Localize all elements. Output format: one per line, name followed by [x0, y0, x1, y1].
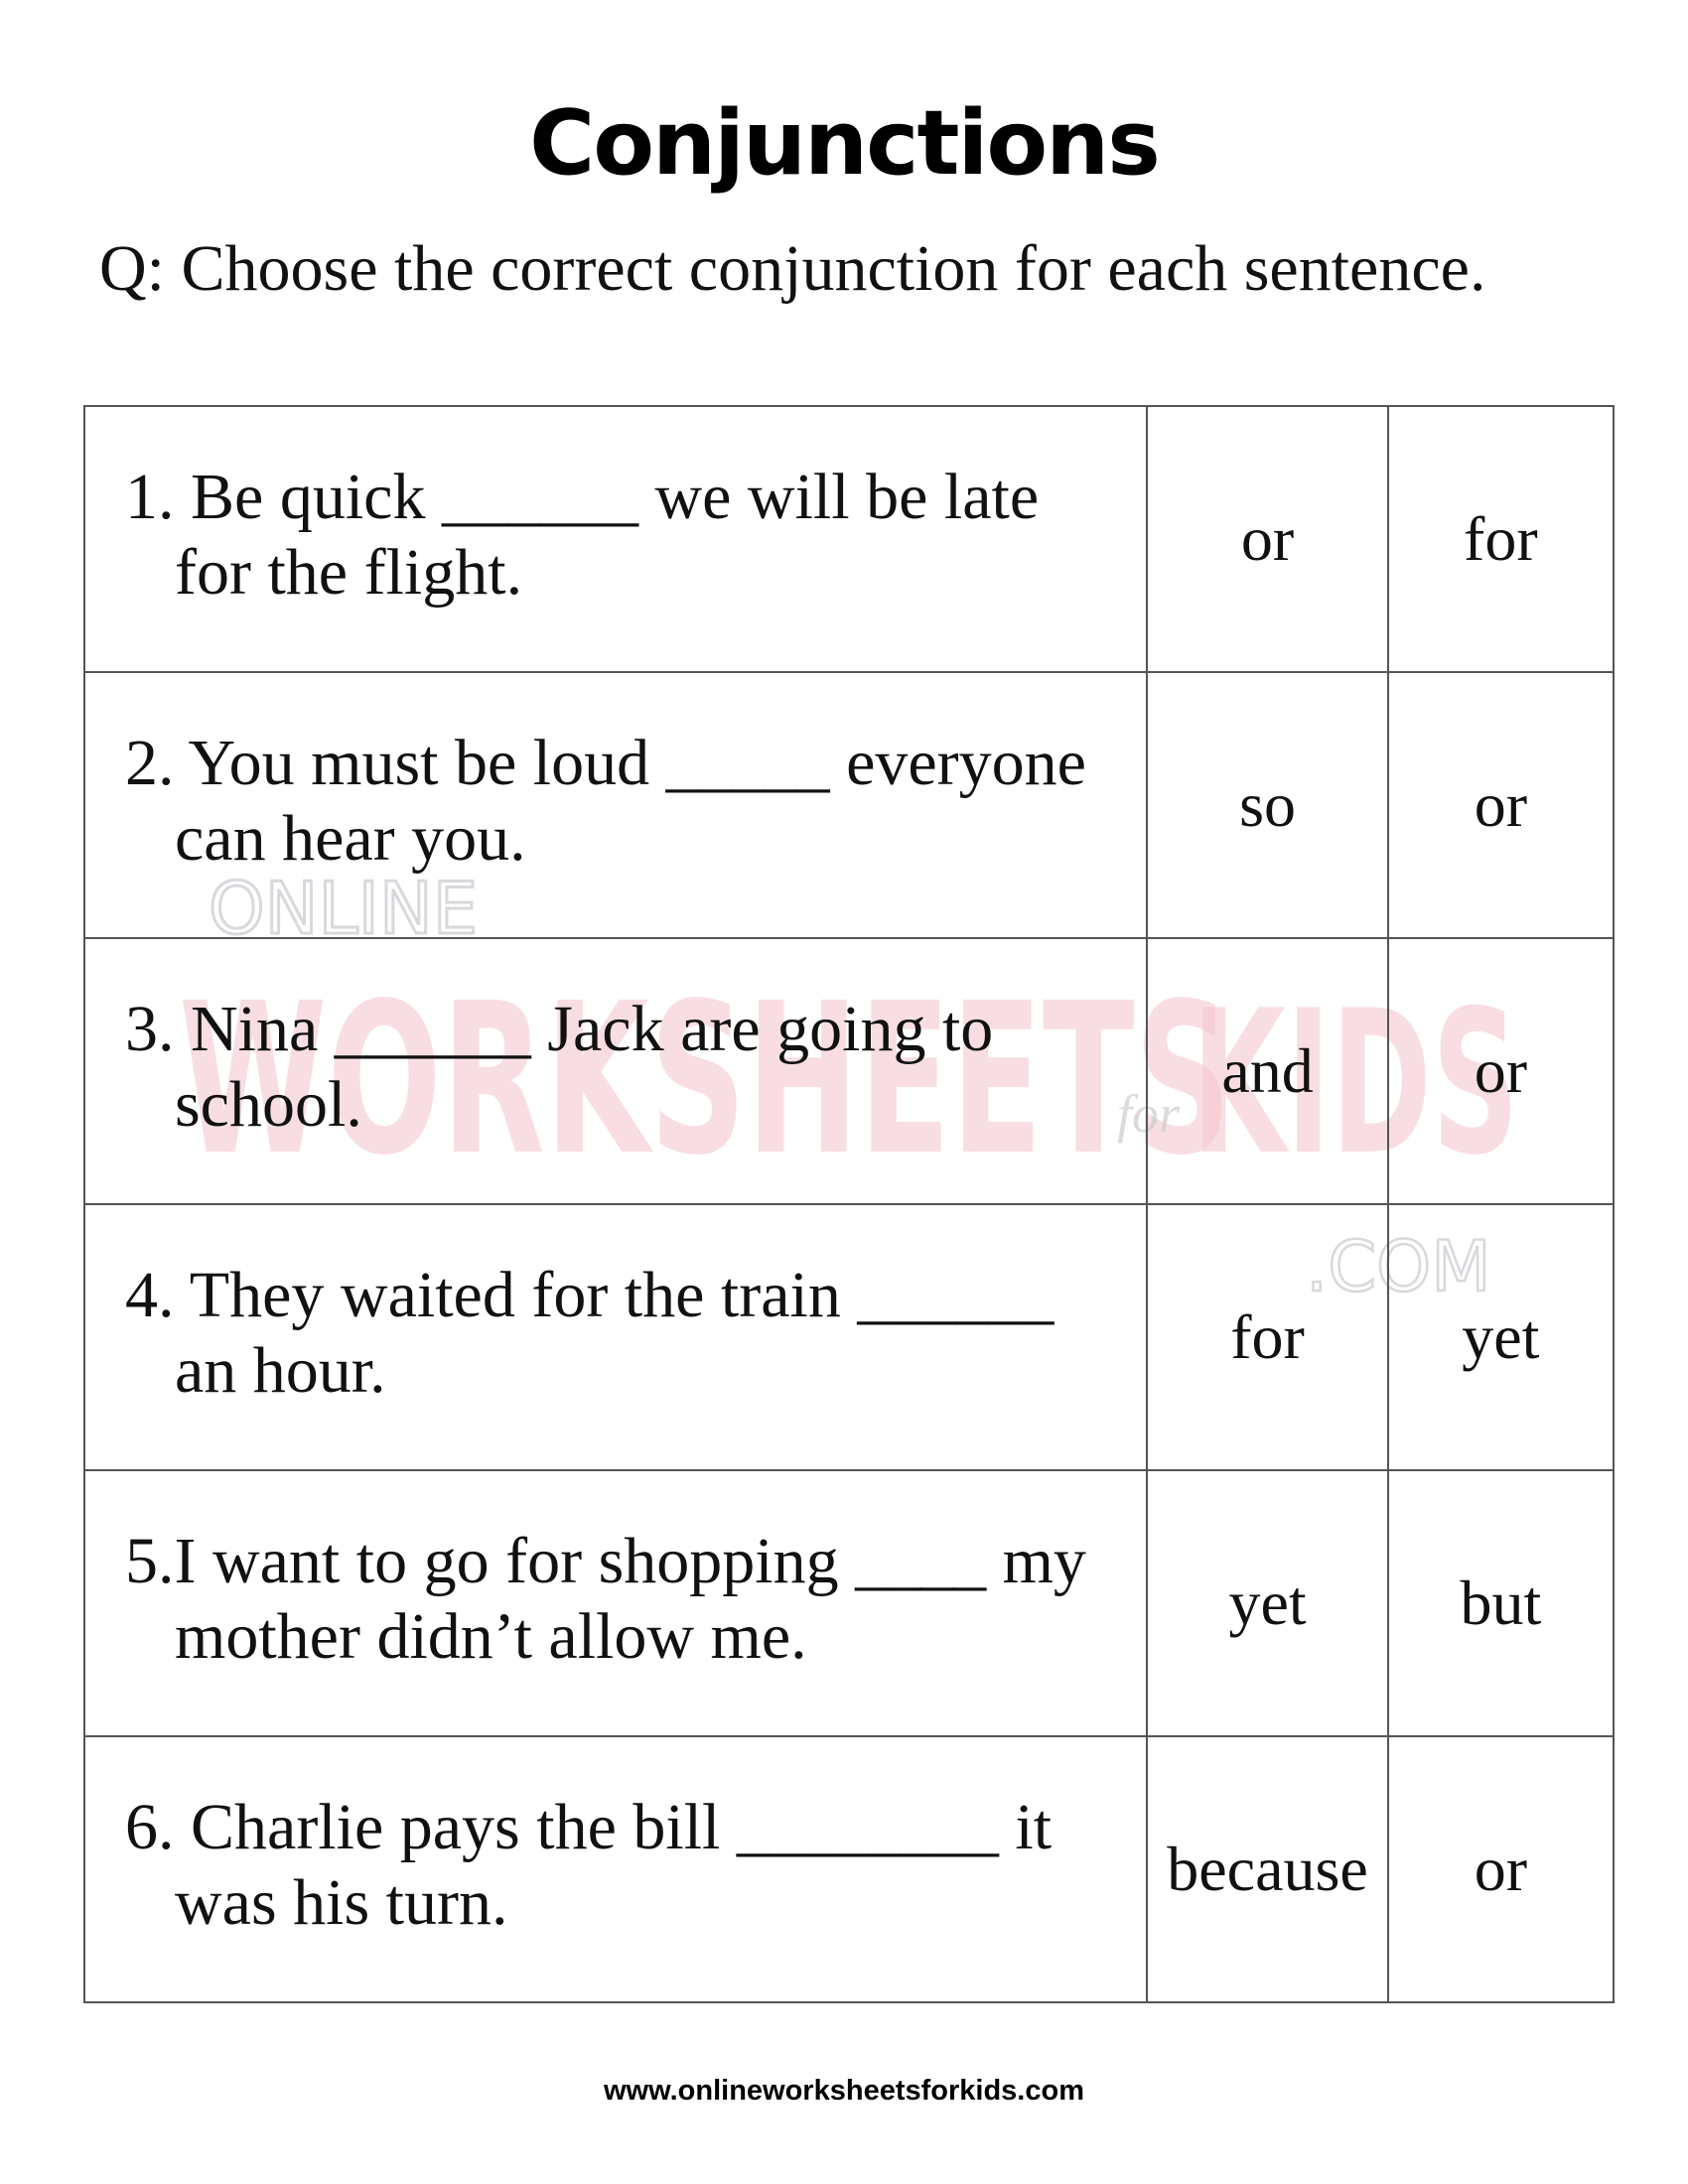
- watermark-online: ONLINE: [209, 867, 479, 950]
- table-row: [84, 672, 1614, 938]
- footer-url[interactable]: www.onlineworksheetsforkids.com: [604, 2075, 1084, 2107]
- option-a[interactable]: yet: [1147, 1470, 1387, 1736]
- question-cell: [84, 672, 1147, 938]
- option-a[interactable]: because: [1147, 1736, 1387, 2002]
- question-cell: [84, 938, 1147, 1204]
- question-line-2: can hear you.: [175, 802, 526, 875]
- question-cell: [84, 406, 1147, 672]
- option-a[interactable]: or: [1147, 406, 1387, 672]
- option-a[interactable]: so: [1147, 672, 1387, 938]
- watermark-kids: KIDS: [1192, 968, 1519, 1199]
- option-b[interactable]: for: [1388, 406, 1614, 672]
- option-a[interactable]: and: [1147, 938, 1387, 1204]
- question-line-1: 1. Be quick ______ we will be late: [125, 461, 1040, 533]
- watermark-for: for: [1117, 1084, 1181, 1144]
- option-b[interactable]: but: [1388, 1470, 1614, 1736]
- question-line-1: 2. You must be loud _____ everyone: [125, 727, 1086, 799]
- option-a[interactable]: for: [1147, 1204, 1387, 1470]
- option-b[interactable]: or: [1388, 672, 1614, 938]
- question-line-1: 6. Charlie pays the bill ________ it: [125, 1791, 1053, 1863]
- option-b[interactable]: yet: [1388, 1204, 1614, 1470]
- question-line-2: an hour.: [175, 1334, 386, 1407]
- question-line-2: mother didn’t allow me.: [175, 1600, 807, 1673]
- question-line-1: 5.I want to go for shopping ____ my: [125, 1525, 1086, 1597]
- table-row: [84, 1204, 1614, 1470]
- question-line-2: was his turn.: [175, 1866, 508, 1939]
- option-b[interactable]: or: [1388, 938, 1614, 1204]
- watermark-com: .COM: [1306, 1226, 1491, 1307]
- question-line-2: school.: [175, 1068, 362, 1141]
- page-title: Conjunctions: [529, 91, 1159, 196]
- question-line-1: 3. Nina ______ Jack are going to: [125, 993, 994, 1065]
- table-row: [84, 938, 1614, 1204]
- instruction-text: Q: Choose the correct conjunction for each sentence.: [99, 232, 1486, 305]
- watermark-worksheets: WORKSHEETS: [179, 958, 1231, 1201]
- question-line-2: for the flight.: [175, 536, 523, 609]
- question-line-1: 4. They waited for the train ______: [125, 1259, 1055, 1331]
- question-table: [83, 405, 1615, 2003]
- table-row: [84, 1470, 1614, 1736]
- table-row: [84, 406, 1614, 672]
- option-b[interactable]: or: [1388, 1736, 1614, 2002]
- question-cell: [84, 1470, 1147, 1736]
- question-cell: [84, 1736, 1147, 2002]
- question-cell: [84, 1204, 1147, 1470]
- table-row: [84, 1736, 1614, 2002]
